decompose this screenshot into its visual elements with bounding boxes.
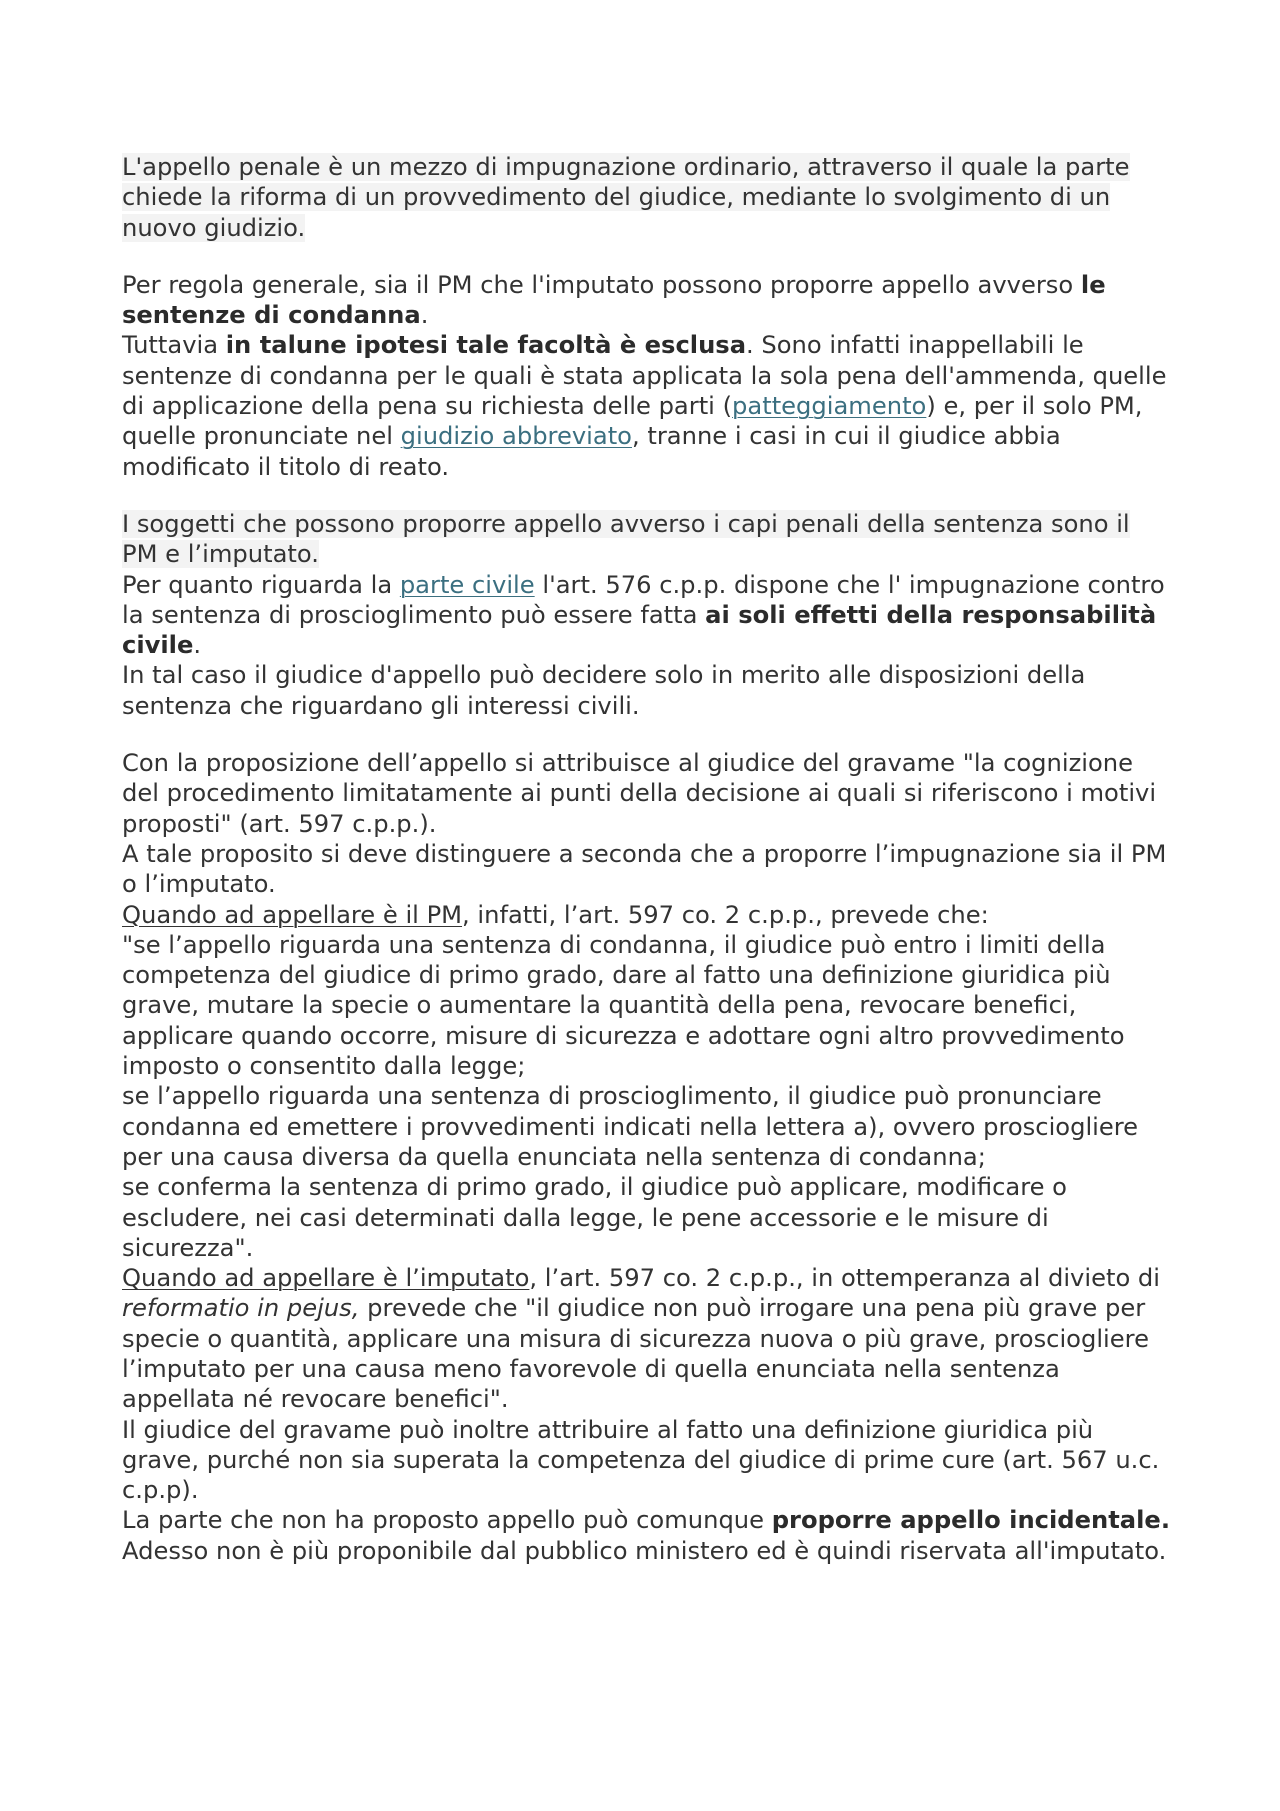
text-span: . <box>193 631 202 660</box>
text-span: , infatti, l’art. 597 co. 2 c.p.p., prevede che: <box>462 900 989 929</box>
highlighted-text: I soggetti che possono proporre appello avverso i capi penali della sentenza sono il PM e l’imputato. <box>122 509 1130 569</box>
text-span: Per regola generale, sia il PM che l'imputato possono proporre appello avverso <box>122 270 1081 299</box>
paragraph-appello-imputato <box>122 1263 1172 1414</box>
underlined-text: Quando ad appellare è l’imputato <box>122 1264 530 1293</box>
underlined-text: Quando ad appellare è il PM <box>122 900 463 929</box>
paragraph-condanna: "se l’appello riguarda una sentenza di condanna, il giudice può entro i limiti della competenza del giudice di primo grado, dare al fatto una definizione giuridica più grave, mutare la specie o aumentare la quantità della pena, revocare benefici, applicare quando occorre, misure di sicurezza e adottare ogni altro provvedimento imposto o consentito dalla legge; <box>122 930 1125 1081</box>
paragraph-incidentale <box>122 1505 1172 1535</box>
paragraph-exceptions <box>122 330 1172 481</box>
text-span: , tranne i casi in cui il giudice abbia modificato il titolo di reato. <box>122 422 1061 481</box>
text-span: . <box>420 301 429 330</box>
paragraph-rule <box>122 270 1172 331</box>
bold-text: in talune ipotesi tale facoltà è esclusa <box>225 331 747 360</box>
paragraph-interessi-civili: In tal caso il giudice d'appello può decidere solo in merito alle disposizioni della sentenza che riguardano gli interessi civili. <box>122 661 1086 720</box>
paragraph-gap <box>122 243 1172 270</box>
paragraph-gap <box>122 482 1172 509</box>
text-span: prevede che "il giudice non può irrogare una pena più grave per specie o quantità, applicare una misura di sicurezza nuova o più grave, prosciogliere l’imputato per una causa meno favorevole di quella enunciata nella sentenza appellata né revocare benefici". <box>122 1294 1149 1414</box>
paragraph-proscioglimento: se l’appello riguarda una sentenza di proscioglimento, il giudice può pronunciare condanna ed emettere i provvedimenti indicati nella lettera a), ovvero prosciogliere per una causa diversa da quella enunciata nella sentenza di condanna; <box>122 1082 1139 1171</box>
text-span: . Sono infatti inappellabili le sentenze di condanna per le quali è stata applicata la sola pena dell'ammenda, quelle di applicazione della pena su richiesta delle parti ( <box>122 331 1167 421</box>
italic-text: reformatio in pejus, <box>122 1294 360 1323</box>
paragraph-gravame: Il giudice del gravame può inoltre attribuire al fatto una definizione giuridica più grave, purché non sia superata la competenza del giudice di prime cure (art. 567 u.c. c.p.p). <box>122 1415 1160 1505</box>
link-patteggiamento[interactable]: patteggiamento <box>732 392 927 421</box>
paragraph-soggetti <box>122 509 1172 570</box>
paragraph-parte-civile <box>122 570 1172 661</box>
text-span: Per quanto riguarda la <box>122 570 400 599</box>
bold-text: ai soli effetti della responsabilità civile <box>122 600 1157 660</box>
paragraph-appello-pm <box>122 900 1172 930</box>
text-span: La parte che non ha proposto appello può comunque <box>122 1506 772 1535</box>
link-parte-civile[interactable]: parte civile <box>399 570 535 599</box>
bold-text: proporre appello incidentale. <box>771 1506 1171 1535</box>
highlighted-text: L'appello penale è un mezzo di impugnazione ordinario, attraverso il quale la parte chiede la riforma di un provvedimento del giudice, mediante lo svolgimento di un nuovo giudizio. <box>122 153 1130 242</box>
paragraph-cognizione: Con la proposizione dell’appello si attribuisce al giudice del gravame "la cognizione del procedimento limitatamente ai punti della decisione ai quali si riferiscono i motivi proposti" (art. 597 c.p.p.). <box>122 749 1157 838</box>
text-span: Tuttavia <box>122 331 226 360</box>
paragraph-conferma: se conferma la sentenza di primo grado, il giudice può applicare, modificare o escludere, nei casi determinati dalla legge, le pene accessorie e le misure di sicurezza". <box>122 1173 1067 1262</box>
paragraph-riservata: Adesso non è più proponibile dal pubblico ministero ed è quindi riservata all'imputato. <box>122 1536 1167 1565</box>
text-span: l'art. 576 c.p.p. dispone che l' impugnazione contro la sentenza di proscioglimento può essere fatta <box>122 570 1165 629</box>
paragraph-intro <box>122 152 1172 243</box>
bold-text: le sentenze di condanna <box>122 270 1106 330</box>
document-body <box>122 152 1172 1566</box>
text-span: ) e, per il solo PM, quelle pronunciate nel <box>122 392 1143 451</box>
paragraph-distinzione: A tale proposito si deve distinguere a seconda che a proporre l’impugnazione sia il PM o l’imputato. <box>122 839 1167 899</box>
paragraph-gap <box>122 721 1172 748</box>
link-giudizio-abbreviato[interactable]: giudizio abbreviato <box>400 422 632 451</box>
text-span: , l’art. 597 co. 2 c.p.p., in ottemperanza al divieto di <box>529 1264 1161 1293</box>
